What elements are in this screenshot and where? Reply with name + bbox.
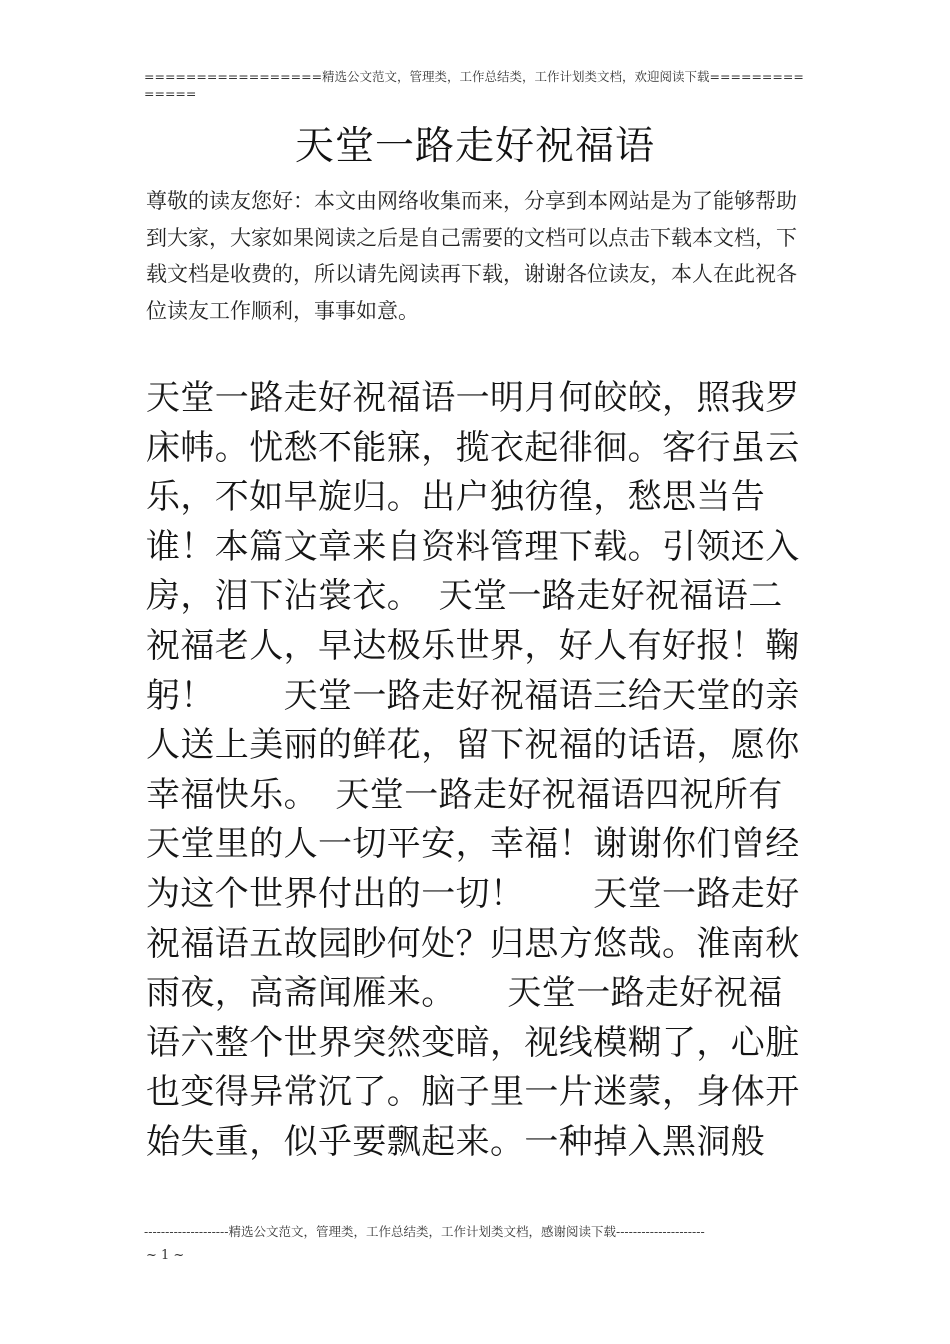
- document-body: 天堂一路走好祝福语一明月何皎皎，照我罗床帏。忧愁不能寐，揽衣起徘徊。客行虽云乐，不如早旋归。出户独彷徨，愁思当告谁！本篇文章来自资料管理下载。引领还入房，泪下沾裳衣。 天堂一路走好祝福语二祝福老人，早达极乐世界，好人有好报！鞠躬！ 天堂一路走好祝福语三给天堂的亲人送上美丽的鲜花，留下祝福的话语，愿你幸福快乐。 天堂一路走好祝福语四祝所有天堂里的人一切平安，幸福！谢谢你们曾经为这个世界付出的一切！ 天堂一路走好祝福语五故园眇何处？归思方悠哉。淮南秋雨夜，高斋闻雁来。 天堂一路走好祝福语六整个世界突然变暗，视线模糊了，心脏也变得异常沉了。脑子里一片迷蒙，身体开始失重，似乎要飘起来。一种掉入黑洞般: [146, 378, 800, 1162]
- reader-notice: 尊敬的读友您好：本文由网络收集而来，分享到本网站是为了能够帮助到大家，大家如果阅读之后是自己需要的文档可以点击下载本文档，下载文档是收费的，所以请先阅读再下载，谢谢各位读友，本人在此祝各位读友工作顺利，事事如意。: [146, 189, 797, 323]
- document-title: 天堂一路走好祝福语: [294, 124, 655, 169]
- header-banner: =================精选公文范文，管理类，工作总结类，工作计划类文档，欢迎阅读下载==============: [144, 69, 804, 101]
- page-number: ~ 1 ~: [146, 1248, 185, 1263]
- footer-banner: --------------------精选公文范文，管理类，工作总结类，工作计划类文档，感谢阅读下载---------------------: [144, 1224, 705, 1239]
